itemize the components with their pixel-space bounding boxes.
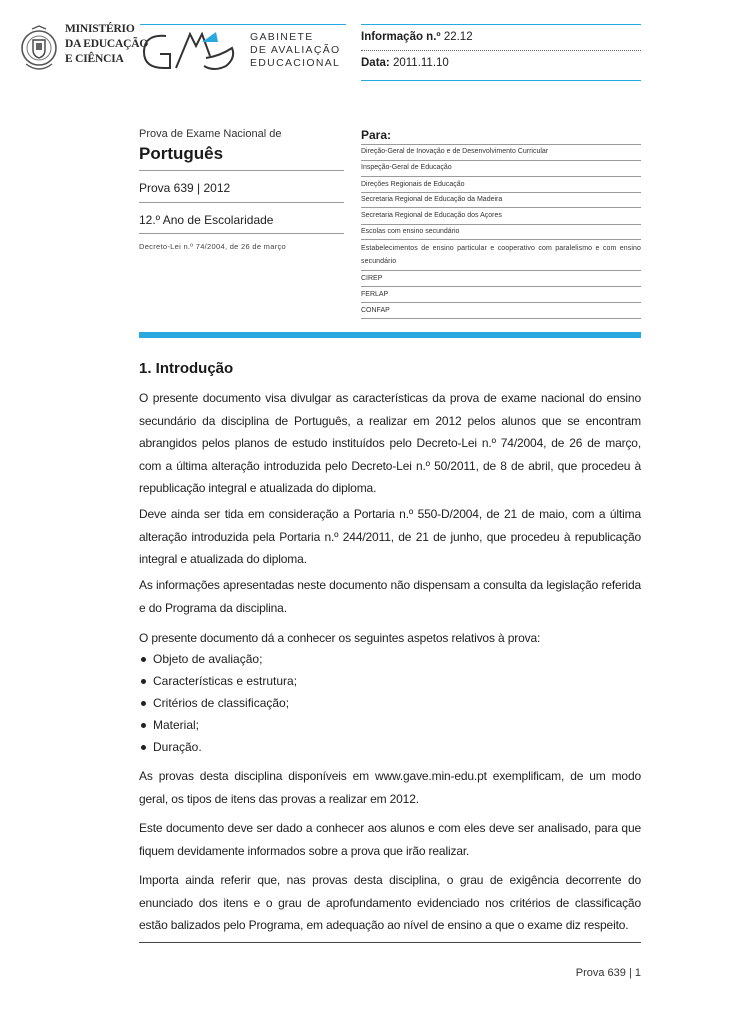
recipient-item: CONFAP xyxy=(361,307,390,314)
divider xyxy=(361,318,641,319)
page-number: Prova 639 | 1 xyxy=(575,967,641,979)
list-item: Material; xyxy=(139,714,297,736)
recipient-item: Direção-Geral de Inovação e de Desenvolvimento Curricular xyxy=(361,148,549,155)
info-number: Informação n.º 22.12 xyxy=(361,31,473,43)
header-top-rule xyxy=(361,24,641,25)
bullet-list xyxy=(139,648,297,758)
exam-subject: Português xyxy=(139,144,224,163)
paragraph: As provas desta disciplina disponíveis em www.gave.min-edu.pt exemplificam, de um modo geral, os tipos de itens das provas a realizar em 2012. xyxy=(139,769,641,806)
exam-label: Prova de Exame Nacional de xyxy=(139,128,282,140)
gave-logo xyxy=(140,28,240,74)
recipient-item: CIREP xyxy=(361,275,383,282)
paragraph: As informações apresentadas neste documento não dispensam a consulta da legislação referida e do Programa da disciplina. xyxy=(139,578,641,615)
recipients-title: Para: xyxy=(361,128,392,142)
divider xyxy=(361,302,641,303)
recipient-item: Secretaria Regional de Educação dos Açores xyxy=(361,212,502,219)
list-item: Características e estrutura; xyxy=(139,670,297,692)
info-divider xyxy=(361,50,641,51)
divider xyxy=(361,239,641,240)
exam-law: Decreto-Lei n.º 74/2004, de 26 de março xyxy=(139,242,287,251)
divider xyxy=(139,170,344,171)
recipient-item: Escolas com ensino secundário xyxy=(361,228,460,235)
recipient-item: Secretaria Regional de Educação da Madeira xyxy=(361,196,503,203)
recipient-item: Estabelecimentos de ensino particular e cooperativo com paralelismo e com ensino secundário xyxy=(361,245,641,265)
divider xyxy=(361,270,641,271)
paragraph: Importa ainda referir que, nas provas desta disciplina, o grau de exigência decorrente do enunciado dos itens e o grau de aprofundamento evidenciado nos critérios de classificação estão balizados pelo Programa, em adequação ao nível de ensino a que o exame diz respeito. xyxy=(139,873,641,932)
list-item: Duração. xyxy=(139,736,297,758)
section-title: 1. Introdução xyxy=(139,360,234,377)
paragraph: O presente documento dá a conhecer os seguintes aspetos relativos à prova: xyxy=(139,631,541,645)
recipient-item: Direções Regionais de Educação xyxy=(361,181,465,188)
divider xyxy=(361,207,641,208)
divider xyxy=(361,176,641,177)
divider xyxy=(139,233,344,234)
divider xyxy=(139,202,344,203)
paragraph: Deve ainda ser tida em consideração a Portaria n.º 550-D/2004, de 21 de maio, com a última alteração introduzida pela Portaria n.º 244/2011, de 21 de junho, que procedeu à republicação integral e atualizada do diploma. xyxy=(139,507,641,566)
list-item: Objeto de avaliação; xyxy=(139,648,297,670)
coat-of-arms-icon xyxy=(18,24,60,76)
divider xyxy=(361,286,641,287)
exam-code: Prova 639 | 2012 xyxy=(139,181,231,195)
header-bottom-rule xyxy=(361,80,641,81)
paragraph: O presente documento visa divulgar as características da prova de exame nacional do ensino secundário da disciplina de Português, a realizar em 2012 pelos alunos que se encontram abrangidos pelos planos de estudo instituídos pelo Decreto-Lei n.º 74/2004, de 26 de março, com a última alteração introduzida pelo Decreto-Lei n.º 50/2011, de 8 de abril, que procedeu à republicação integral e atualizada do diploma. xyxy=(139,391,641,495)
footer-rule xyxy=(139,942,641,943)
recipient-item: FERLAP xyxy=(361,291,389,298)
info-date: Data: 2011.11.10 xyxy=(361,57,449,69)
paragraph: Este documento deve ser dado a conhecer aos alunos e com eles deve ser analisado, para que fiquem devidamente informados sobre a prova que irão realizar. xyxy=(139,821,641,858)
ministry-name: MINISTÉRIO DA EDUCAÇÃO E CIÊNCIA xyxy=(65,23,149,65)
recipient-item: Inspeção-Geral de Educação xyxy=(361,164,452,171)
gabinete-name: GABINETE DE AVALIAÇÃO EDUCACIONAL xyxy=(250,31,341,69)
section-separator-bar xyxy=(139,332,641,338)
list-item: Critérios de classificação; xyxy=(139,692,297,714)
exam-year: 12.º Ano de Escolaridade xyxy=(139,213,274,227)
header-top-rule xyxy=(140,24,346,25)
